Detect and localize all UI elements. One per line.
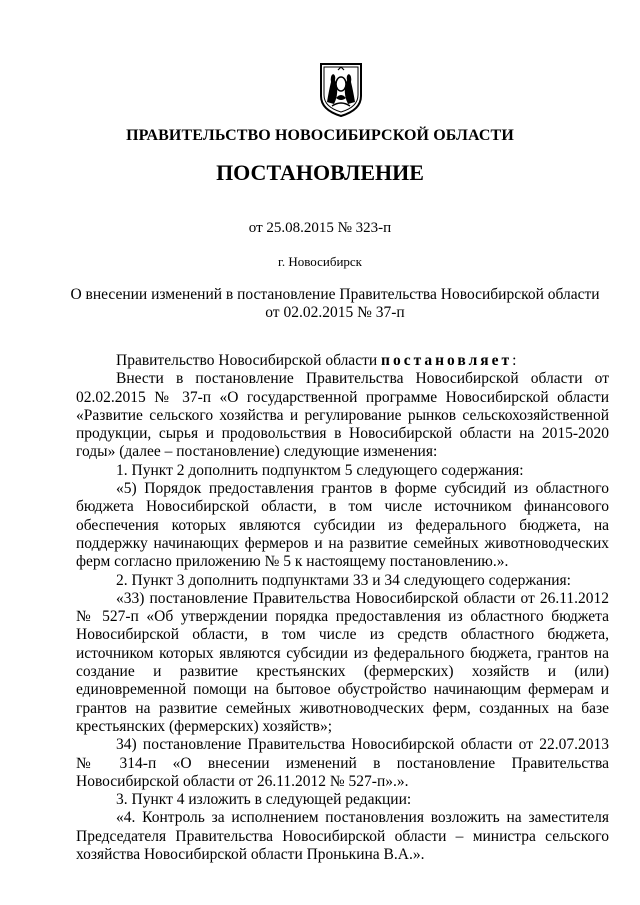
document-body (76, 352, 609, 864)
body-paragraph: 34) постановление Правительства Новосибирской области от 22.07.2013 № 314-п «О внесении изменений в постановление Правительства Новосибирской области от 26.11.2012 № 527-п».». (76, 736, 609, 790)
intro-verb: постановляет (381, 352, 513, 369)
body-paragraph: 1. Пункт 2 дополнить подпунктом 5 следующего содержания: (116, 461, 524, 479)
document-subject (60, 286, 610, 322)
intro-prefix: Правительство Новосибирской области (116, 352, 378, 369)
intro-paragraph (76, 352, 609, 370)
body-paragraph: 3. Пункт 4 изложить в следующей редакции: (116, 791, 412, 809)
body-paragraph: «33) постановление Правительства Новосибирской области от 26.11.2012 № 527-п «Об утверждении порядка предоставления из областного бюджета Новосибирской области, в том числе из средств областного бюджета, источником которых являются субсидии из федерального бюджета, грантов на создание и развитие крестьянских (фермерских) хозяйств и (или) единовременной помощи на бытовое обустройство начинающим фермерам и грантов на развитие семейных животноводческих ферм, созданных на базе крестьянских (фермерских) хозяйств»; (76, 589, 609, 735)
subject-line-1: О внесении изменений в постановление Правительства Новосибирской области (70, 286, 600, 303)
organization-title: ПРАВИТЕЛЬСТВО НОВОСИБИРСКОЙ ОБЛАСТИ (126, 127, 514, 144)
body-paragraph: 2. Пункт 3 дополнить подпунктами 33 и 34 следующего содержания: (116, 571, 571, 589)
coat-of-arms-icon (318, 62, 364, 118)
document-date-number: от 25.08.2015 № 323-п (248, 220, 392, 236)
intro-suffix: : (512, 352, 517, 369)
body-paragraph: «5) Порядок предоставления грантов в форме субсидий из областного бюджета Новосибирской области, в том числе источником финансового обеспечения которых являются субсидии из федерального бюджета, на поддержку начинающих фермеров и на развитие семейных животноводческих ферм согласно приложению № 5 к настоящему постановлению.». (76, 480, 609, 571)
body-paragraph: «4. Контроль за исполнением постановления возложить на заместителя Председателя Правительства Новосибирской области – министра сельского хозяйства Новосибирской области Пронькина В.А.». (76, 809, 609, 864)
body-paragraph: Внести в постановление Правительства Новосибирской области от 02.02.2015 № 37-п «О государственной программе Новосибирской области «Развитие сельского хозяйства и регулирование рынков сельскохозяйственной продукции, сырья и продовольствия в Новосибирской области на 2015-2020 годы» (далее – постановление) следующие изменения: (76, 370, 609, 461)
document-type: ПОСТАНОВЛЕНИЕ (216, 160, 424, 185)
subject-line-2: от 02.02.2015 № 37-п (265, 304, 405, 321)
document-city: г. Новосибирск (277, 254, 362, 269)
